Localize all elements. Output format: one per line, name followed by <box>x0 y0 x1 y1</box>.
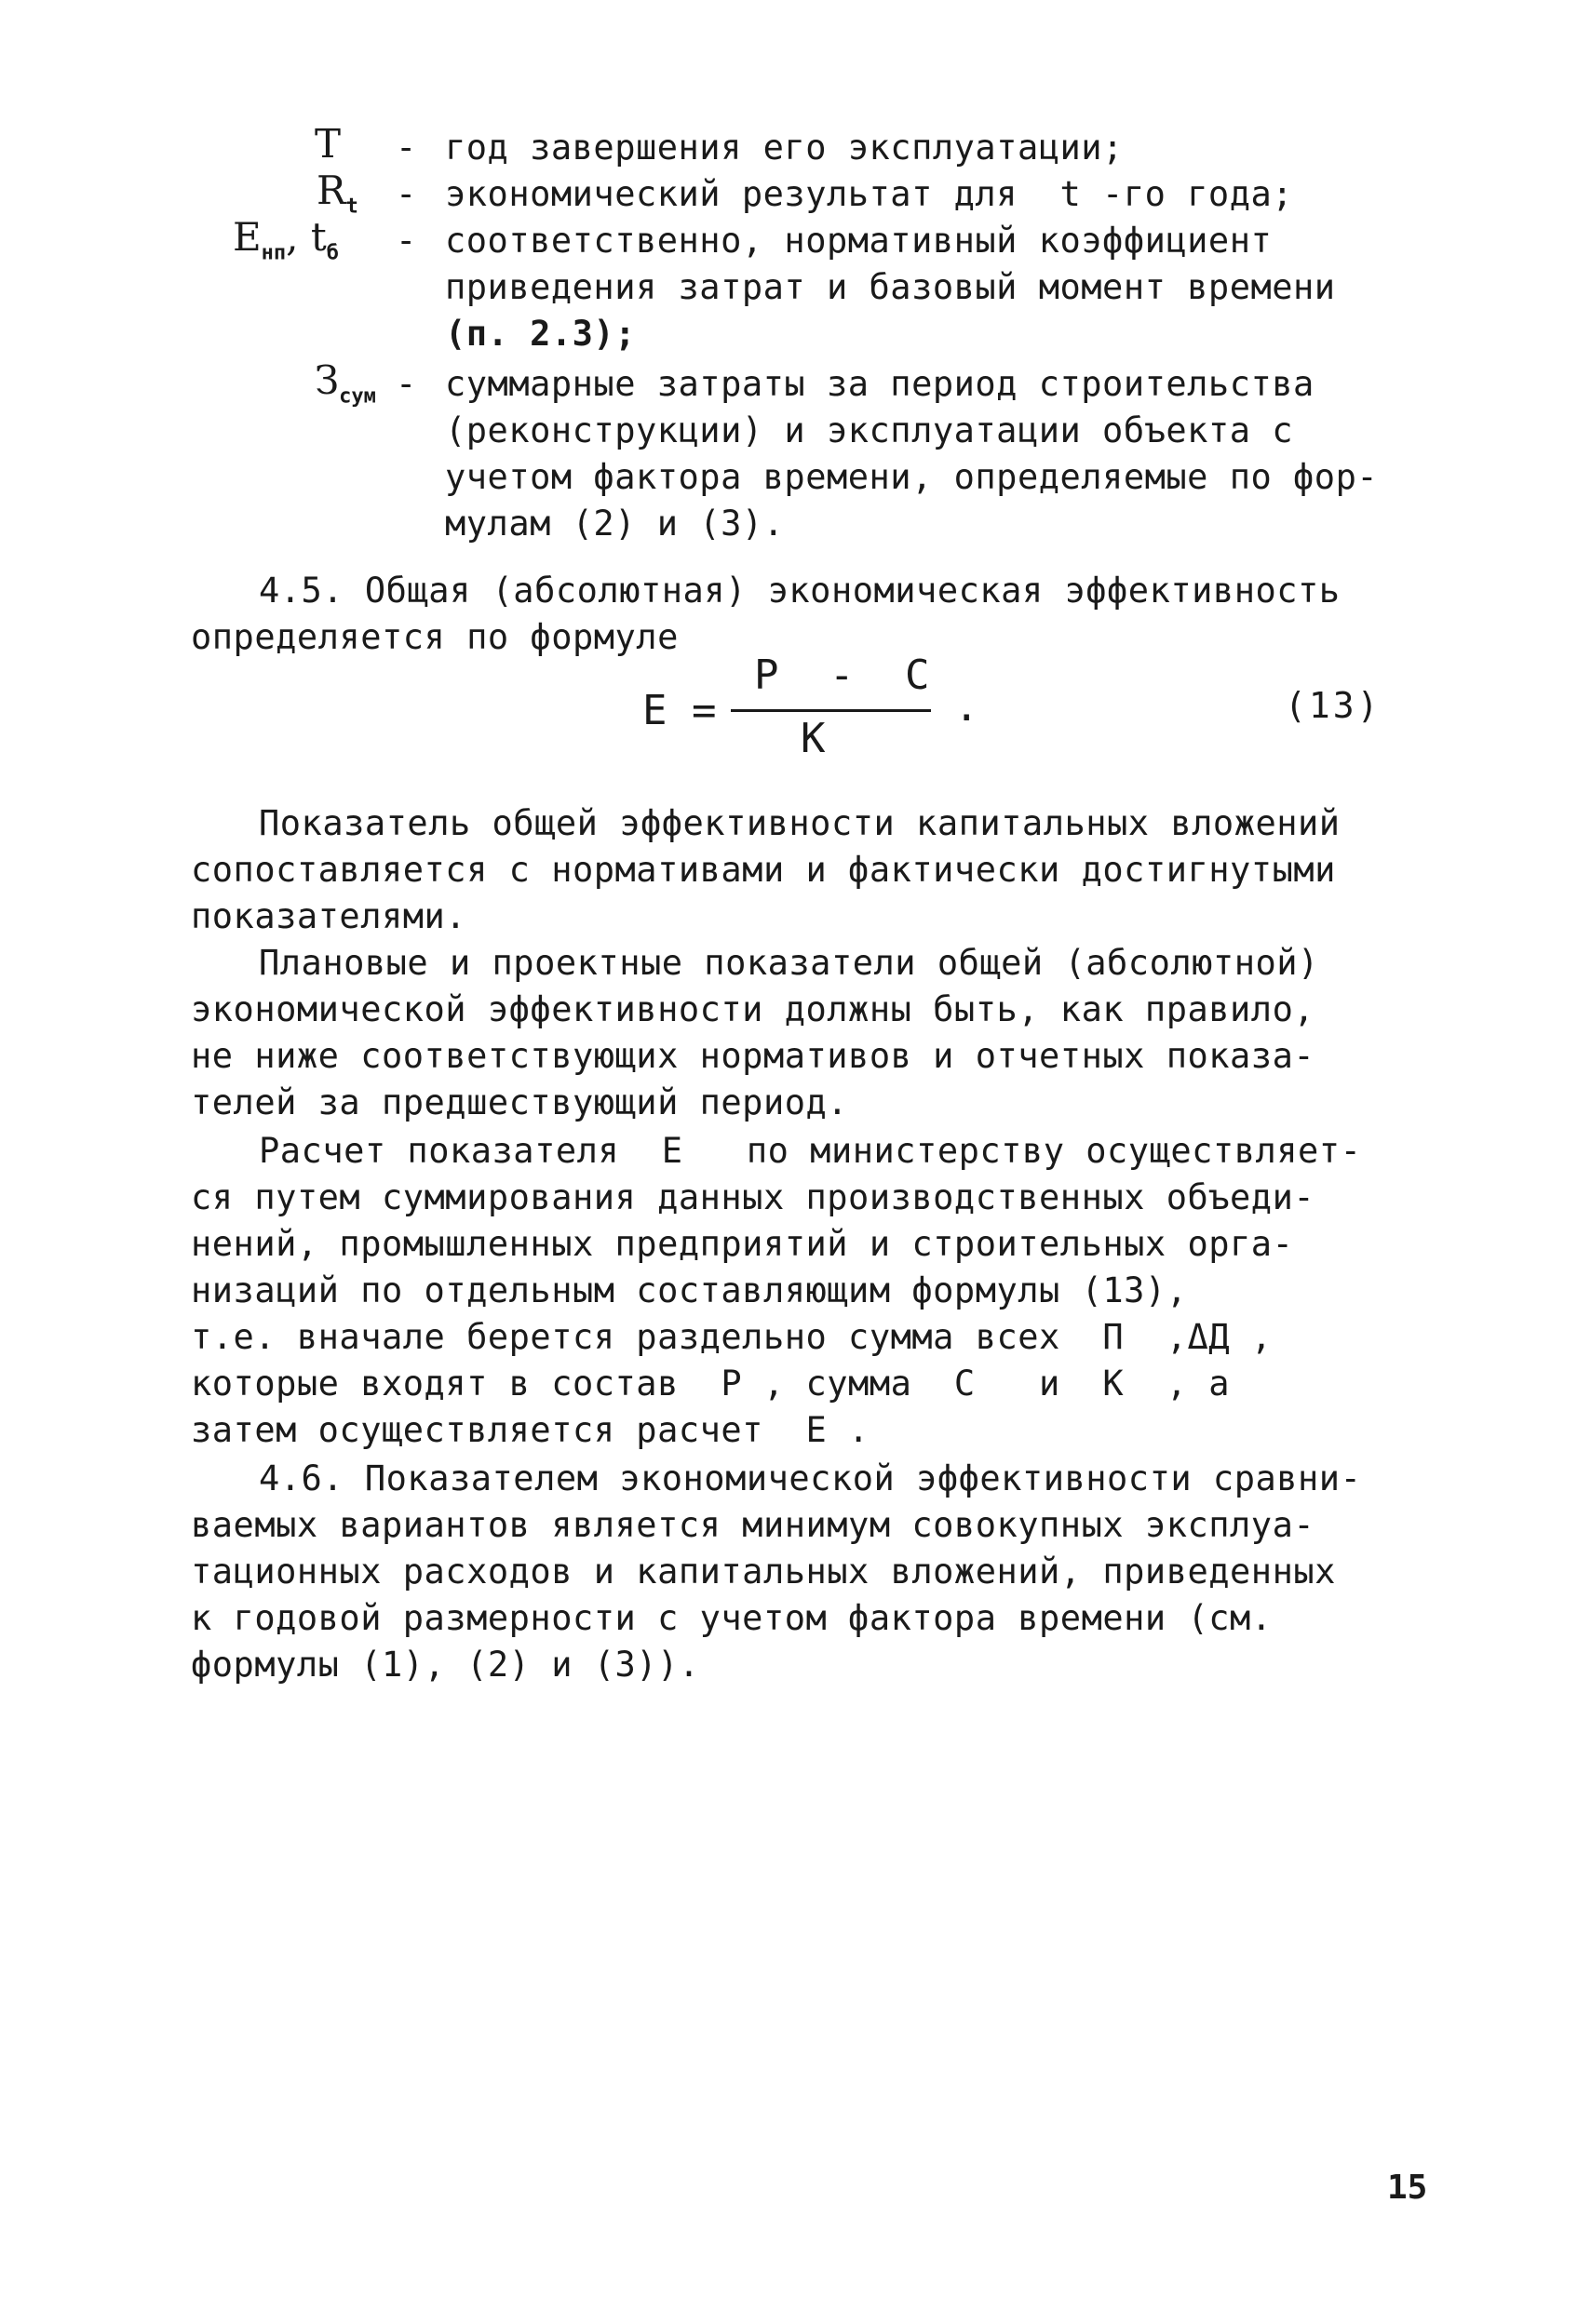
paragraph-line: которые входят в состав P , сумма C и K , а <box>191 1364 1231 1404</box>
section-4-5-line: определяется по формуле <box>191 617 679 657</box>
formula-denominator: K <box>801 715 826 762</box>
formula-lhs: E = <box>642 687 717 734</box>
definition-text: (п. 2.3); <box>445 314 636 354</box>
paragraph-line: телей за предшествующий период. <box>191 1082 849 1122</box>
symbol-T: T <box>315 121 342 167</box>
definition-text: приведения затрат и базовый момент времени <box>445 267 1336 307</box>
definition-text: учетом фактора времени, определяемые по фор- <box>445 457 1379 497</box>
definition-text: соответственно, нормативный коэффициент <box>445 221 1273 261</box>
formula-dot: . <box>954 683 979 731</box>
paragraph-line: экономической эффективности должны быть, как правило, <box>191 989 1315 1029</box>
page-number: 15 <box>1387 2169 1428 2207</box>
paragraph-line: к годовой размерности с учетом фактора времени (см. <box>191 1598 1273 1638</box>
definition-text: суммарные затраты за период строительства <box>445 364 1315 404</box>
paragraph-line: тационных расходов и капитальных вложений, приведенных <box>191 1552 1336 1592</box>
definition-dash: - <box>396 364 417 404</box>
definition-text: экономический результат для t -го года; <box>445 174 1294 214</box>
equation-number: (13) <box>1285 685 1382 726</box>
paragraph-line: ваемых вариантов является минимум совокупных эксплуа- <box>191 1505 1315 1545</box>
paragraph-line: формулы (1), (2) и (3)). <box>191 1645 700 1685</box>
paragraph-line: нений, промышленных предприятий и строительных орга- <box>191 1224 1294 1264</box>
symbol-E-np-t-b: $E_{нп}$, $t_б$ <box>233 214 340 265</box>
paragraph-line: затем осуществляется расчет E . <box>191 1410 870 1450</box>
paragraph-line: Показатель общей эффективности капитальных вложений <box>259 803 1341 843</box>
definition-text: год завершения его эксплуатации; <box>445 128 1124 168</box>
formula-13 <box>642 652 978 772</box>
paragraph-line: т.е. вначале берется раздельно сумма всех П ,ΔД , <box>191 1317 1273 1357</box>
symbol-Z-sum: $З_{сум}$ <box>315 357 376 409</box>
definition-dash: - <box>396 174 417 214</box>
section-4-5-line: 4.5. Общая (абсолютная) экономическая эффективность <box>259 571 1341 611</box>
paragraph-line: не ниже соответствующих нормативов и отчетных показа- <box>191 1036 1315 1076</box>
paragraph-line: Плановые и проектные показатели общей (абсолютной) <box>259 943 1319 983</box>
paragraph-line: сопоставляется с нормативами и фактически достигнутыми <box>191 850 1336 890</box>
fraction-bar <box>731 709 931 712</box>
definition-dash: - <box>396 221 417 261</box>
formula-numerator: P - C <box>754 652 943 699</box>
paragraph-line: 4.6. Показателем экономической эффективности сравни- <box>259 1458 1362 1498</box>
definition-dash: - <box>396 128 417 168</box>
definition-text: (реконструкции) и эксплуатации объекта с <box>445 410 1294 450</box>
paragraph-line: Расчет показателя E по министерству осуществляет- <box>259 1131 1362 1171</box>
paragraph-line: показателями. <box>191 896 467 936</box>
paragraph-line: низаций по отдельным составляющим формулы (13), <box>191 1270 1188 1310</box>
definition-text: мулам (2) и (3). <box>445 504 785 544</box>
paragraph-line: ся путем суммирования данных производственных объеди- <box>191 1177 1315 1217</box>
symbol-R-t: $R_t$ <box>317 168 358 219</box>
